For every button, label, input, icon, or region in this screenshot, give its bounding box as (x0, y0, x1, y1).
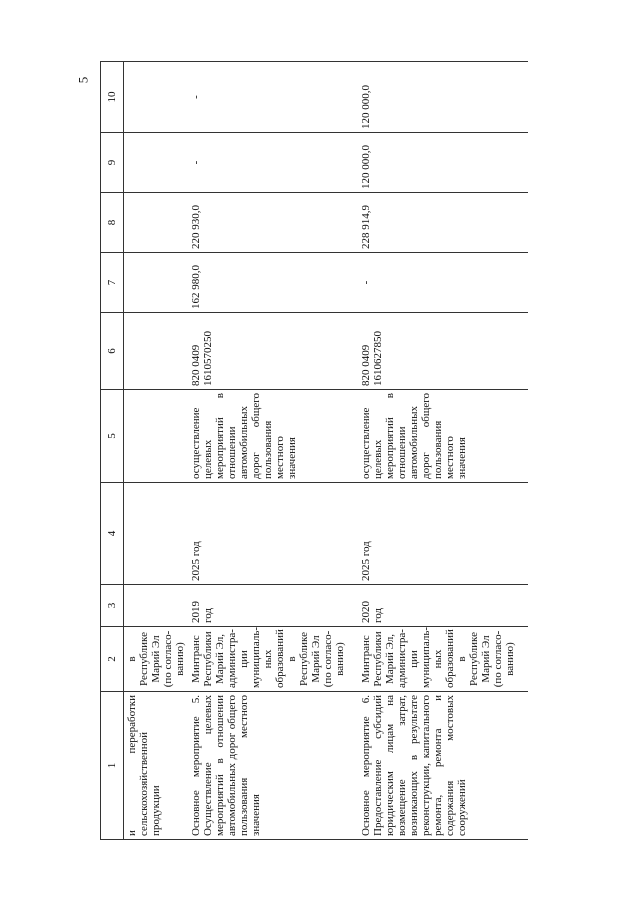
amount-col8 (124, 193, 189, 253)
amount-col9 (124, 133, 189, 193)
rotated-table-container (100, 62, 524, 840)
amount-col10: 120 000,0 (358, 62, 528, 133)
column-header: 5 (101, 390, 124, 483)
column-header: 1 (101, 692, 124, 840)
amount-col7: 162 980,0 (188, 253, 358, 313)
start-year (124, 585, 189, 627)
start-year: 2020 год (358, 585, 528, 627)
column-header: 9 (101, 133, 124, 193)
amount-col10 (124, 62, 189, 133)
table-row (124, 62, 189, 840)
start-year: 2019 год (188, 585, 358, 627)
measure-name: Основное мероприятие 5. Осуществление целевых мероприятий в отношении автомобильных дорог общего пользования местного значения (188, 692, 358, 840)
amount-col10: - (188, 62, 358, 133)
table-row (188, 62, 358, 840)
column-header: 4 (101, 483, 124, 585)
amount-col8: 228 914,9 (358, 193, 528, 253)
page-number: 5 (75, 76, 91, 84)
end-year: 2025 год (188, 483, 358, 585)
header-row (101, 62, 124, 840)
table-row (358, 62, 528, 840)
budget-code: 820 0409 1610627850 (358, 313, 528, 390)
executor: Минтранс Республики Марий Эл, администра-ции муниципаль-ных образований в Республике Марий Эл (по согласо-ванию) (188, 627, 358, 692)
end-year (124, 483, 189, 585)
column-header: 6 (101, 313, 124, 390)
executor: Минтранс Республики Марий Эл, администра-ции муниципаль-ных образований в Республике Марий Эл (по согласо-ванию) (358, 627, 528, 692)
amount-col7: - (358, 253, 528, 313)
column-header: 3 (101, 585, 124, 627)
measure-name: и переработки сельскохозяйственной продукции (124, 692, 189, 840)
column-header: 7 (101, 253, 124, 313)
budget-code (124, 313, 189, 390)
measures-table (100, 61, 528, 840)
expected-result: осуществление целевых мероприятий в отношении автомобильных дорог общего пользования местного значения (188, 390, 358, 483)
end-year: 2025 год (358, 483, 528, 585)
budget-code: 820 0409 1610570250 (188, 313, 358, 390)
expected-result (124, 390, 189, 483)
measure-name: Основное мероприятие 6. Предоставление субсидий юридическим лицам на возмещение затрат, возникающих в результате реконструкции, капитального ремонта, ремонта и содержания мостовых сооружений (358, 692, 528, 840)
amount-col7 (124, 253, 189, 313)
column-header: 8 (101, 193, 124, 253)
executor: в Республике Марий Эл (по согласо-ванию) (124, 627, 189, 692)
column-header: 2 (101, 627, 124, 692)
expected-result: осуществление целевых мероприятий в отношении автомобильных дорог общего пользования местного значения (358, 390, 528, 483)
amount-col9: 120 000,0 (358, 133, 528, 193)
amount-col9: - (188, 133, 358, 193)
column-header: 10 (101, 62, 124, 133)
amount-col8: 220 930,0 (188, 193, 358, 253)
